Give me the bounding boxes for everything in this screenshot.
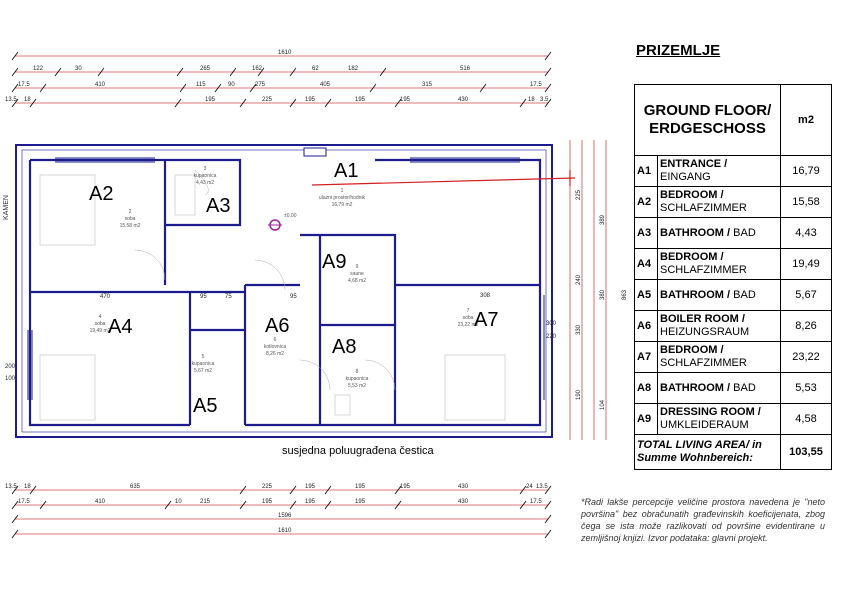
svg-text:190: 190: [576, 389, 582, 400]
svg-text:23,22 m2: 23,22 m2: [457, 322, 479, 328]
room-area: 16,79: [781, 156, 832, 187]
dimension-ticks: [12, 52, 551, 538]
page-title: PRIZEMLJE: [636, 42, 721, 59]
svg-text:5: 5: [201, 354, 205, 360]
svg-text:430: 430: [458, 484, 469, 490]
table-row: [635, 311, 832, 342]
room-name: [658, 373, 781, 404]
room-name-en: BOILER ROOM /: [660, 313, 745, 325]
room-name-de: SCHLAFZIMMER: [660, 202, 747, 214]
svg-text:18: 18: [24, 484, 31, 490]
level-marker: [268, 213, 297, 230]
svg-text:380: 380: [600, 289, 606, 300]
svg-text:410: 410: [95, 499, 106, 505]
table-row: [635, 249, 832, 280]
room-area: 19,49: [781, 249, 832, 280]
svg-text:soba: soba: [94, 321, 106, 327]
svg-text:389: 389: [600, 214, 606, 225]
svg-text:soba: soba: [124, 216, 136, 222]
room-code: A3: [635, 218, 658, 249]
room-name: [658, 187, 781, 218]
svg-text:9: 9: [355, 264, 359, 270]
table-row: [635, 404, 832, 435]
svg-text:18: 18: [24, 97, 31, 103]
room-area: 4,58: [781, 404, 832, 435]
svg-text:104: 104: [600, 399, 606, 410]
svg-text:315: 315: [422, 82, 433, 88]
svg-text:24: 24: [526, 484, 533, 490]
room-label-a2: A2: [89, 183, 114, 205]
footnote: *Radi lakše percepcije veličine prostora navedena je "neto površina" bez obračunatih građevinskih koeficijenata, zbog čega se ista može razlikovati od površine evidentirane u zemljišnoj knjizi. Izvor podataka: glavni projekt.: [581, 497, 825, 543]
room-area: 5,67: [781, 280, 832, 311]
room-name-en: BATHROOM /: [660, 288, 731, 301]
table-header-unit: m2: [781, 85, 832, 156]
svg-text:kupaonica: kupaonica: [191, 361, 215, 367]
room-name-en: BATHROOM /: [660, 226, 731, 239]
svg-text:330: 330: [576, 324, 582, 335]
svg-text:kotlovnica: kotlovnica: [263, 344, 287, 350]
svg-text:19,49 m2: 19,49 m2: [89, 328, 111, 334]
svg-text:95: 95: [200, 294, 207, 300]
svg-text:162: 162: [252, 66, 263, 72]
svg-text:195: 195: [262, 499, 273, 505]
room-name-en: DRESSING ROOM /: [660, 406, 761, 418]
table-row: [635, 373, 832, 404]
room-code: A9: [635, 404, 658, 435]
svg-text:215: 215: [200, 499, 211, 505]
svg-text:6: 6: [273, 337, 277, 343]
svg-text:17.5: 17.5: [18, 499, 30, 505]
room-code: A1: [635, 156, 658, 187]
total-label: TOTAL LIVING AREA/ in Summe Wohnbereich:: [635, 435, 781, 470]
room-name: [658, 311, 781, 342]
table-row: [635, 156, 832, 187]
svg-text:18: 18: [528, 97, 535, 103]
svg-text:13.5: 13.5: [5, 484, 17, 490]
room-area: 23,22: [781, 342, 832, 373]
svg-text:kupaonica: kupaonica: [193, 173, 217, 179]
room-name-de: SCHLAFZIMMER: [660, 264, 747, 276]
chimney: [304, 148, 326, 156]
svg-text:275: 275: [255, 82, 266, 88]
table-header-row: [635, 85, 832, 156]
svg-text:225: 225: [262, 97, 273, 103]
svg-text:405: 405: [320, 82, 331, 88]
svg-text:2: 2: [128, 209, 132, 215]
svg-text:1: 1: [340, 188, 344, 194]
svg-text:195: 195: [305, 499, 316, 505]
dim-top-total: 1610: [278, 50, 292, 56]
room-name: [658, 280, 781, 311]
room-code: A4: [635, 249, 658, 280]
svg-text:300: 300: [546, 321, 557, 327]
room-texts: [90, 166, 479, 389]
side-label: KAMEN: [2, 195, 10, 220]
table-row: [635, 280, 832, 311]
room-name: [658, 156, 781, 187]
room-label-a1: A1: [334, 160, 359, 182]
svg-text:17.5: 17.5: [18, 82, 30, 88]
svg-text:195: 195: [205, 97, 216, 103]
svg-text:430: 430: [458, 97, 469, 103]
room-area: 8,26: [781, 311, 832, 342]
svg-text:5,53 m2: 5,53 m2: [347, 383, 367, 389]
right-dimension-labels: [576, 189, 628, 410]
svg-text:225: 225: [576, 189, 582, 200]
svg-text:saune: saune: [350, 271, 364, 277]
table-row: [635, 342, 832, 373]
room-name-de: BAD: [733, 226, 756, 239]
room-name-en: ENTRANCE /: [660, 158, 728, 170]
room-label-a4: A4: [108, 316, 133, 338]
street-label: susjedna poluugrađena čestica: [282, 445, 434, 457]
room-code: A6: [635, 311, 658, 342]
svg-text:1610: 1610: [278, 528, 292, 534]
room-name-de: HEIZUNGSRAUM: [660, 326, 750, 338]
svg-text:200: 200: [5, 364, 16, 370]
svg-text:30: 30: [75, 66, 82, 72]
room-label-a8: A8: [332, 336, 357, 358]
svg-text:195: 195: [305, 97, 316, 103]
room-label-a6: A6: [265, 315, 290, 337]
svg-text:15,58 m2: 15,58 m2: [119, 223, 141, 229]
room-code: A7: [635, 342, 658, 373]
room-area: 5,53: [781, 373, 832, 404]
room-label-a7: A7: [474, 309, 499, 331]
svg-text:863: 863: [622, 289, 628, 300]
svg-text:±0.00: ±0.00: [284, 213, 297, 219]
room-area: 4,43: [781, 218, 832, 249]
svg-text:195: 195: [400, 97, 411, 103]
svg-text:90: 90: [228, 82, 235, 88]
room-code: A8: [635, 373, 658, 404]
svg-text:115: 115: [196, 82, 206, 88]
room-name-de: BAD: [733, 288, 756, 301]
room-code: A5: [635, 280, 658, 311]
svg-text:410: 410: [95, 82, 106, 88]
svg-text:195: 195: [355, 97, 366, 103]
room-name: [658, 218, 781, 249]
room-name-de: SCHLAFZIMMER: [660, 357, 747, 369]
svg-text:8,26 m2: 8,26 m2: [265, 351, 285, 357]
svg-text:16,79 m2: 16,79 m2: [331, 202, 353, 208]
room-name-de: UMKLEIDERAUM: [660, 419, 749, 431]
svg-text:265: 265: [200, 66, 211, 72]
total-row: [635, 435, 832, 470]
svg-text:195: 195: [400, 484, 411, 490]
svg-text:8: 8: [355, 369, 359, 375]
svg-text:430: 430: [458, 499, 469, 505]
room-name-en: BATHROOM /: [660, 381, 731, 394]
svg-text:17.5: 17.5: [530, 499, 542, 505]
svg-text:95: 95: [290, 294, 297, 300]
svg-text:3: 3: [203, 166, 207, 172]
svg-text:308: 308: [480, 293, 491, 299]
room-name-de: BAD: [733, 381, 756, 394]
svg-text:100: 100: [5, 376, 16, 382]
room-label-a3: A3: [206, 195, 231, 217]
room-code: A2: [635, 187, 658, 218]
svg-text:13.5: 13.5: [5, 97, 17, 103]
svg-text:122: 122: [33, 66, 44, 72]
room-label-a5: A5: [193, 395, 218, 417]
svg-text:soba: soba: [462, 315, 474, 321]
room-name-de: EINGANG: [660, 171, 711, 183]
svg-text:5,67 m2: 5,67 m2: [193, 368, 213, 374]
table-body: [635, 156, 832, 435]
svg-text:182: 182: [348, 66, 359, 72]
svg-text:195: 195: [355, 499, 366, 505]
room-name: [658, 342, 781, 373]
svg-text:4: 4: [98, 314, 102, 320]
svg-text:1596: 1596: [278, 513, 292, 519]
table-row: [635, 187, 832, 218]
svg-text:240: 240: [576, 274, 582, 285]
room-name: [658, 249, 781, 280]
svg-text:62: 62: [312, 66, 319, 72]
svg-text:kupaonica: kupaonica: [345, 376, 369, 382]
table-header-name: GROUND FLOOR/ ERDGESCHOSS: [635, 85, 781, 156]
area-table: [634, 84, 832, 470]
table-row: [635, 218, 832, 249]
room-name-en: BEDROOM /: [660, 251, 724, 263]
room-label-a9: A9: [322, 251, 347, 273]
svg-text:4,68 m2: 4,68 m2: [347, 278, 367, 284]
svg-text:75: 75: [225, 294, 232, 300]
svg-text:220: 220: [546, 334, 557, 340]
svg-text:4,43 m2: 4,43 m2: [195, 180, 215, 186]
svg-text:195: 195: [355, 484, 366, 490]
svg-text:635: 635: [130, 484, 141, 490]
room-area: 15,58: [781, 187, 832, 218]
svg-text:470: 470: [100, 294, 111, 300]
room-name: [658, 404, 781, 435]
svg-text:195: 195: [305, 484, 316, 490]
svg-text:10: 10: [175, 499, 182, 505]
svg-text:17.5: 17.5: [530, 82, 542, 88]
svg-text:13.5: 13.5: [536, 484, 548, 490]
svg-text:3.5: 3.5: [540, 97, 549, 103]
svg-text:ulazni prostor/hodnik: ulazni prostor/hodnik: [318, 195, 366, 201]
svg-text:516: 516: [460, 66, 471, 72]
room-name-en: BEDROOM /: [660, 189, 724, 201]
svg-text:225: 225: [262, 484, 273, 490]
total-value: 103,55: [781, 435, 832, 470]
svg-text:7: 7: [466, 308, 470, 314]
room-name-en: BEDROOM /: [660, 344, 724, 356]
